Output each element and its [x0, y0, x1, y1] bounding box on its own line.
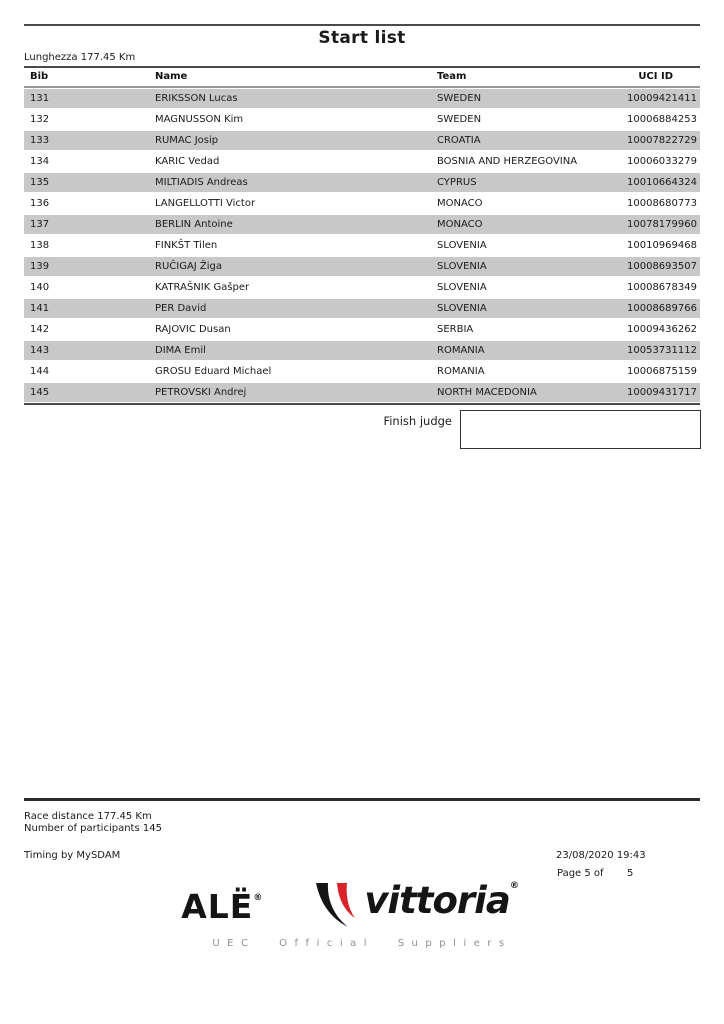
uci-id-cell: 10008693507 [627, 256, 700, 277]
footer-divider [24, 798, 700, 801]
uci-id-cell: 10007822729 [627, 130, 700, 151]
bib-cell: 133 [24, 130, 155, 151]
uci-id-cell: 10006033279 [627, 151, 700, 172]
name-cell: FINKŠT Tilen [155, 235, 437, 256]
uci-id-cell: 10009431717 [627, 382, 700, 403]
name-cell: LANGELLOTTI Victor [155, 193, 437, 214]
top-divider [24, 24, 700, 26]
uci-id-cell: 10008680773 [627, 193, 700, 214]
table-row [24, 298, 700, 319]
name-cell: ERIKSSON Lucas [155, 88, 437, 109]
table-row [24, 235, 700, 256]
table-row [24, 151, 700, 172]
registered-trademark-icon: ® [509, 881, 519, 891]
finish-judge-label: Finish judge [383, 414, 452, 428]
page-title: Start list [318, 28, 406, 48]
uci-id-cell: 10006875159 [627, 361, 700, 382]
name-cell: MILTIADIS Andreas [155, 172, 437, 193]
table-row [24, 109, 700, 130]
name-cell: BERLIN Antoine [155, 214, 437, 235]
team-cell: NORTH MACEDONIA [437, 382, 627, 403]
sponsor-branding [0, 879, 724, 949]
team-cell: SLOVENIA [437, 277, 627, 298]
bib-cell: 139 [24, 256, 155, 277]
table-row [24, 340, 700, 361]
bib-cell: 144 [24, 361, 155, 382]
column-header-team: Team [437, 66, 627, 88]
team-cell: MONACO [437, 214, 627, 235]
uci-id-cell: 10078179960 [627, 214, 700, 235]
ale-logo [181, 887, 263, 926]
team-cell: ROMANIA [437, 361, 627, 382]
bib-cell: 141 [24, 298, 155, 319]
table-row [24, 193, 700, 214]
bib-cell: 143 [24, 340, 155, 361]
table-row [24, 172, 700, 193]
name-cell: RUČIGAJ Žiga [155, 256, 437, 277]
column-header-bib: Bib [24, 66, 155, 88]
team-cell: ROMANIA [437, 340, 627, 361]
bib-cell: 131 [24, 88, 155, 109]
team-cell: CROATIA [437, 130, 627, 151]
timing-label: Timing by MySDAM [24, 850, 121, 861]
name-cell: KARIC Vedad [155, 151, 437, 172]
table-row [24, 319, 700, 340]
uci-id-cell: 10008689766 [627, 298, 700, 319]
uci-id-cell: 10053731112 [627, 340, 700, 361]
table-row [24, 88, 700, 109]
uci-id-cell: 10006884253 [627, 109, 700, 130]
team-cell: SERBIA [437, 319, 627, 340]
bib-cell: 138 [24, 235, 155, 256]
uci-id-cell: 10008678349 [627, 277, 700, 298]
bib-cell: 145 [24, 382, 155, 403]
name-cell: GROSU Eduard Michael [155, 361, 437, 382]
uci-id-cell: 10009421411 [627, 88, 700, 109]
sponsor-logo-row [181, 879, 519, 931]
bib-cell: 134 [24, 151, 155, 172]
team-cell: SWEDEN [437, 109, 627, 130]
team-cell: MONACO [437, 193, 627, 214]
table-row [24, 130, 700, 151]
participants-label: Number of participants 145 [24, 823, 162, 834]
team-cell: BOSNIA AND HERZEGOVINA [437, 151, 627, 172]
table-row [24, 256, 700, 277]
race-length-label: Lunghezza 177.45 Km [24, 52, 136, 63]
name-cell: MAGNUSSON Kim [155, 109, 437, 130]
bib-cell: 135 [24, 172, 155, 193]
uci-id-cell: 10010969468 [627, 235, 700, 256]
page-number-label: Page 5 of [557, 868, 604, 879]
name-cell: DIMA Emil [155, 340, 437, 361]
team-cell: SWEDEN [437, 88, 627, 109]
ale-logo-text: ALË [181, 887, 254, 926]
page-total: 5 [627, 868, 634, 879]
start-list-table [24, 66, 700, 405]
vittoria-logo [310, 879, 519, 931]
name-cell: KATRAŠNIK Gašper [155, 277, 437, 298]
name-cell: PETROVSKI Andrej [155, 382, 437, 403]
name-cell: PER David [155, 298, 437, 319]
race-distance-label: Race distance 177.45 Km [24, 811, 152, 822]
bib-cell: 132 [24, 109, 155, 130]
registered-trademark-icon: ® [253, 893, 263, 903]
finish-judge-box [460, 410, 701, 449]
team-cell: SLOVENIA [437, 256, 627, 277]
uec-official-suppliers-label: UEC Official Suppliers [212, 938, 512, 949]
table-row [24, 214, 700, 235]
vittoria-logo-text: vittoria [364, 879, 510, 922]
team-cell: CYPRUS [437, 172, 627, 193]
start-list-body [24, 88, 700, 403]
uci-id-cell: 10010664324 [627, 172, 700, 193]
bib-cell: 140 [24, 277, 155, 298]
table-row [24, 361, 700, 382]
table-row [24, 382, 700, 403]
vittoria-swoosh-icon [310, 882, 362, 931]
team-cell: SLOVENIA [437, 298, 627, 319]
team-cell: SLOVENIA [437, 235, 627, 256]
print-datetime: 23/08/2020 19:43 [556, 850, 646, 861]
bib-cell: 142 [24, 319, 155, 340]
name-cell: RUMAC Josip [155, 130, 437, 151]
column-header-name: Name [155, 66, 437, 88]
name-cell: RAJOVIC Dusan [155, 319, 437, 340]
table-row [24, 277, 700, 298]
bib-cell: 137 [24, 214, 155, 235]
bib-cell: 136 [24, 193, 155, 214]
uci-id-cell: 10009436262 [627, 319, 700, 340]
column-header-uci-id: UCI ID [627, 66, 700, 88]
table-header-row [24, 66, 700, 88]
